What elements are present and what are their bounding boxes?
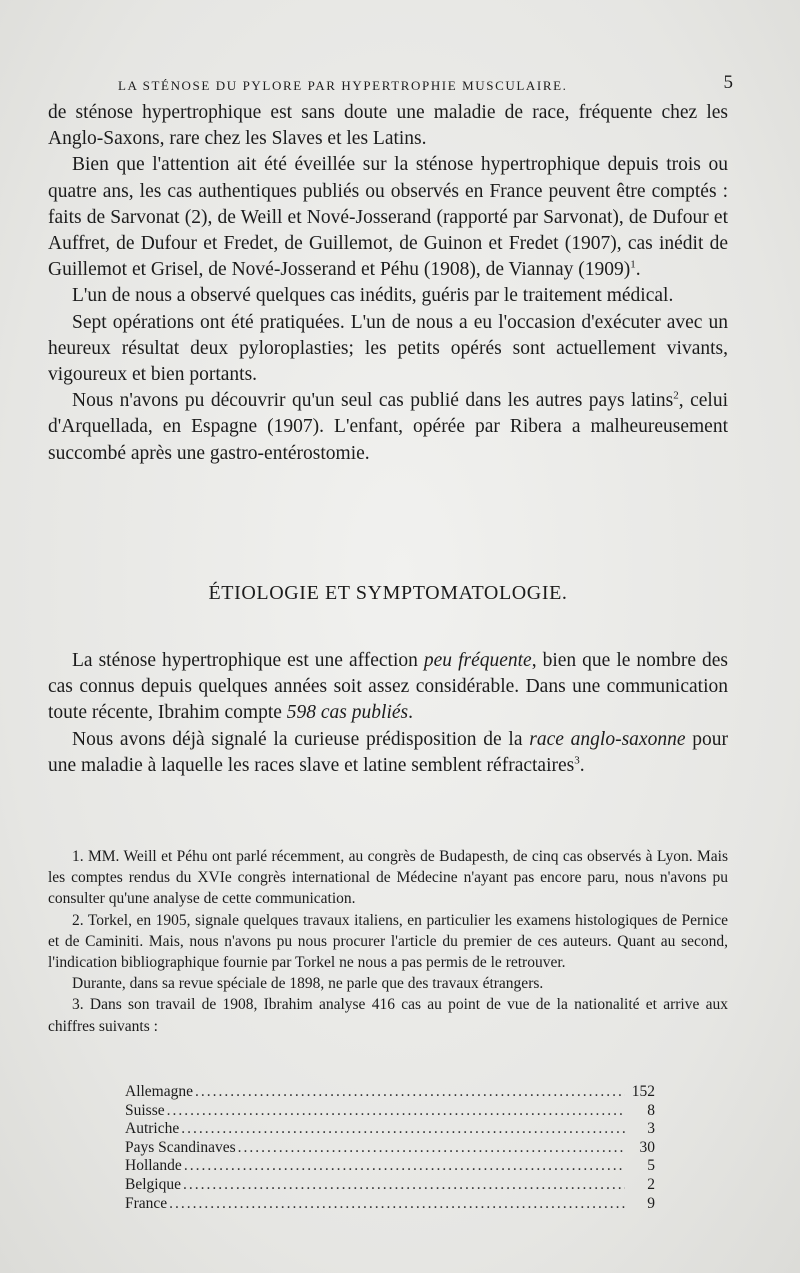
country-name: Hollande [125, 1157, 182, 1175]
page-header [118, 72, 733, 98]
section-text [48, 648, 728, 779]
footnote-1: 1. MM. Weill et Péhu ont parlé récemment, au congrès de Budapesth, de cinq cas observés à Lyon. Mais les comptes rendus du XVIe congrès international de Médecine n'ayant pas encore paru, nous n'avons pu consulter qu'une analyse de cette communication. [48, 848, 728, 908]
section-p1-b: , bien que le nombre des cas connus depuis quelques années soit assez considérable. Dans une communication toute récente, Ibrahim compte [48, 650, 728, 724]
section-p1-emphasis: peu fréquente [423, 650, 532, 671]
paragraph-2-text: Bien que l'attention ait été éveillée sur la sténose hypertrophique depuis trois ou quatre ans, les cas authentiques publiés ou observés en France peuvent être comptés : faits de Sarvonat (2), de Weill et Nové-Josserand (rapporté par Sarvonat), de Dufour et Auffret, de Dufour et Fredet, de Guillemot, de Guinon et Fredet (1907), cas inédit de Guillemot et Grisel, de Nové-Josserand et Péhu (1908), de Viannay (1909) [48, 154, 728, 281]
leader-dots [169, 1195, 625, 1214]
case-count: 152 [631, 1083, 655, 1100]
country-name: Pays Scandinaves [125, 1138, 236, 1156]
country-name: Belgique [125, 1175, 181, 1193]
section-paragraph-1 [48, 648, 728, 727]
leader-dots [181, 1120, 625, 1139]
leader-dots [184, 1157, 625, 1176]
table-row [125, 1120, 655, 1139]
leader-dots [183, 1176, 625, 1195]
footnotes [48, 846, 728, 1037]
paragraph-4: Sept opérations ont été pratiquées. L'un de nous a eu l'occasion d'exécuter avec un heureux résultat deux pyloroplasties; les petits opérés sont actuellement vivants, vigoureux et bien portants. [48, 311, 728, 386]
footnote-ref-1: 1 [630, 258, 636, 271]
section-p2-a: Nous avons déjà signalé la curieuse prédisposition de la [72, 728, 530, 750]
case-count: 9 [647, 1194, 655, 1212]
country-name: France [125, 1194, 168, 1212]
running-title: LA STÉNOSE DU PYLORE PAR HYPERTROPHIE MUSCULAIRE. [118, 78, 568, 93]
leader-dots [167, 1102, 625, 1121]
country-name: Allemagne [125, 1083, 194, 1100]
leader-dots [195, 1083, 625, 1102]
table-row [125, 1195, 655, 1214]
case-count: 3 [647, 1120, 655, 1138]
paragraph-5 [48, 388, 728, 467]
page-number: 5 [723, 72, 733, 93]
table-row [125, 1083, 655, 1102]
paragraph-2 [48, 152, 728, 283]
case-count: 30 [639, 1138, 655, 1156]
paragraph-2-end: . [635, 259, 641, 281]
table-row [125, 1102, 655, 1121]
table-row [125, 1139, 655, 1158]
section-heading: ÉTIOLOGIE ET SYMPTOMATOLOGIE. [208, 582, 568, 604]
paragraph-3: L'un de nous a observé quelques cas inédits, guéris par le traitement médical. [72, 285, 674, 307]
paragraph-5-text-b: , celui d'Arquellada, en Espagne (1907). L'enfant, opérée par Ribera a malheureusement succombé après une gastro-entérostomie. [48, 390, 728, 464]
table-row [125, 1157, 655, 1176]
footnote-2: 2. Torkel, en 1905, signale quelques travaux italiens, en particulier les examens histologiques de Pernice et de Caminiti. Mais, nous n'avons pu nous procurer l'article du premier de ces auteurs. Quant au second, l'indication bibliographique fournie par Torkel ne nous a pas permis de le retrouver. [48, 911, 728, 972]
main-text [48, 100, 728, 467]
section-p2-b: pour une maladie à laquelle les races slave et latine semblent réfractaires [48, 728, 729, 776]
section-p2-emphasis: race anglo-saxonne [529, 728, 686, 750]
case-count: 8 [647, 1101, 655, 1119]
table-row [125, 1176, 655, 1195]
footnote-3: 3. Dans son travail de 1908, Ibrahim analyse 416 cas au point de vue de la nationalité et arrive aux chiffres suivants : [48, 996, 728, 1035]
footnote-ref-2: 2 [673, 389, 679, 402]
footnote-2-continued: Durante, dans sa revue spéciale de 1898, ne parle que des travaux étrangers. [72, 975, 544, 993]
section-paragraph-2 [48, 727, 728, 779]
case-count: 5 [647, 1157, 655, 1175]
section-p1-emphasis-2: 598 cas publiés [286, 702, 409, 724]
footnote-ref-3: 3 [574, 754, 580, 767]
leader-dots [238, 1139, 625, 1158]
country-name: Suisse [125, 1101, 165, 1119]
section-p2-c: . [579, 754, 585, 776]
paragraph-5-text-a: Nous n'avons pu découvrir qu'un seul cas publié dans les autres pays latins [72, 390, 674, 412]
case-count: 2 [647, 1175, 655, 1193]
section-p1-c: . [408, 702, 413, 724]
country-name: Autriche [125, 1120, 180, 1138]
nationality-table [125, 1083, 655, 1213]
paragraph-1: de sténose hypertrophique est sans doute une maladie de race, fréquente chez les Anglo-Saxons, rare chez les Slaves et les Latins. [48, 102, 728, 150]
section-p1-a: La sténose hypertrophique est une affection [72, 650, 424, 671]
